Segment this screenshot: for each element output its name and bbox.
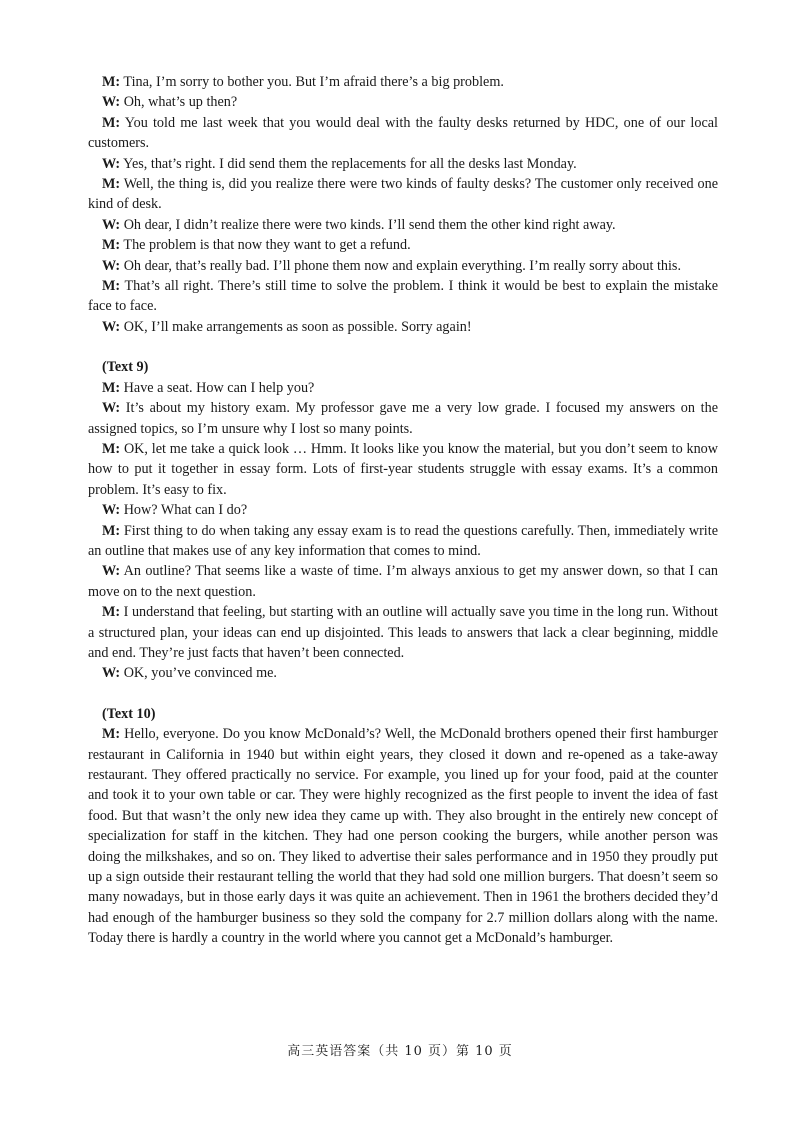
dialogue-line: W: Oh dear, that’s really bad. I’ll phone them now and explain everything. I’m really sorry about this. — [102, 257, 682, 274]
dialogue-line: M: OK, let me take a quick look … Hmm. It looks like you know the material, but you don’t seem to know how to put it together in essay form. Lots of first-year students struggle with essay exams. It’s a common problem. It’s easy to fix. — [88, 440, 718, 498]
dialogue-line: M: Tina, I’m sorry to bother you. But I’m afraid there’s a big problem. — [102, 74, 504, 90]
dialogue-line: W: How? What can I do? — [102, 502, 248, 519]
dialogue-line: M: The problem is that now they want to get a refund. — [102, 237, 411, 254]
text10-section — [88, 704, 718, 949]
dialogue-line: W: OK, you’ve convinced me. — [102, 665, 277, 682]
dialogue-line: M: That’s all right. There’s still time to solve the problem. I think it would be best to explain the mistake face to face. — [88, 278, 718, 315]
dialogue-line: W: Yes, that’s right. I did send them the replacements for all the desks last Monday. — [102, 155, 577, 172]
dialogue-line: M: You told me last week that you would deal with the faulty desks returned by HDC, one of our local customers. — [88, 114, 718, 152]
dialogue-line: M: I understand that feeling, but starting with an outline will actually save you time in the long run. Without a structured plan, your ideas can end up disjointed. This leads to answers that lack a clear beginning, middle and end. They’re just facts that haven’t been connected. — [88, 604, 718, 661]
text8-dialogue — [88, 72, 718, 337]
dialogue-line: W: OK, I’ll make arrangements as soon as possible. Sorry again! — [102, 318, 472, 335]
dialogue-line: W: Oh dear, I didn’t realize there were two kinds. I’ll send them the other kind right away. — [102, 216, 616, 233]
dialogue-line: W: An outline? That seems like a waste of time. I’m always anxious to get my answer down, so that I can move on to the next question. — [88, 563, 718, 600]
text9-section — [88, 357, 718, 684]
dialogue-line: M: Have a seat. How can I help you? — [102, 379, 315, 396]
dialogue-line: W: Oh, what’s up then? — [102, 94, 238, 111]
dialogue-line: W: It’s about my history exam. My professor gave me a very low grade. I focused my answers on the assigned topics, so I’m unsure why I lost so many points. — [88, 400, 718, 437]
monologue-paragraph: M: Hello, everyone. Do you know McDonald’s? Well, the McDonald brothers opened their first hamburger restaurant in California in 1940 but within eight years, they closed it down and re-opened as a take-away restaurant. They offered practically no service. For example, you lined up for your food, paid at the counter and took it to your own table or car. They were highly recognized as the first people to invent the idea of fast food. But that wasn’t the only new idea they came up with. They also brought in the entirely new concept of specialization for staff in the kitchen. They had one person cooking the burgers, while another person was doing the milkshakes, and so on. They liked to advertise their sales performance and in 1950 they proudly put up a sign outside their restaurant telling the world that they had sold one million burgers. That doesn’t seem so many nowadays, but in those early days it was quite an achievement. Then in 1961 the brothers decided they’d had enough of the hamburger business so they sold the company for 2.7 million dollars along with the name. Today there is hardly a country in the world where you cannot get a McDonald’s hamburger. — [88, 726, 718, 947]
section-heading: (Text 10) — [102, 705, 156, 722]
section-heading: (Text 9) — [102, 359, 149, 376]
dialogue-line: M: Well, the thing is, did you realize there were two kinds of faulty desks? The customer only received one kind of desk. — [88, 176, 718, 213]
answer-page — [88, 72, 718, 949]
page-footer: 高三英语答案（共 10 页）第 10 页 — [287, 1044, 513, 1059]
dialogue-line: M: First thing to do when taking any essay exam is to read the questions carefully. Then, immediately write an outline that makes use of any key information that comes to mind. — [88, 522, 718, 559]
